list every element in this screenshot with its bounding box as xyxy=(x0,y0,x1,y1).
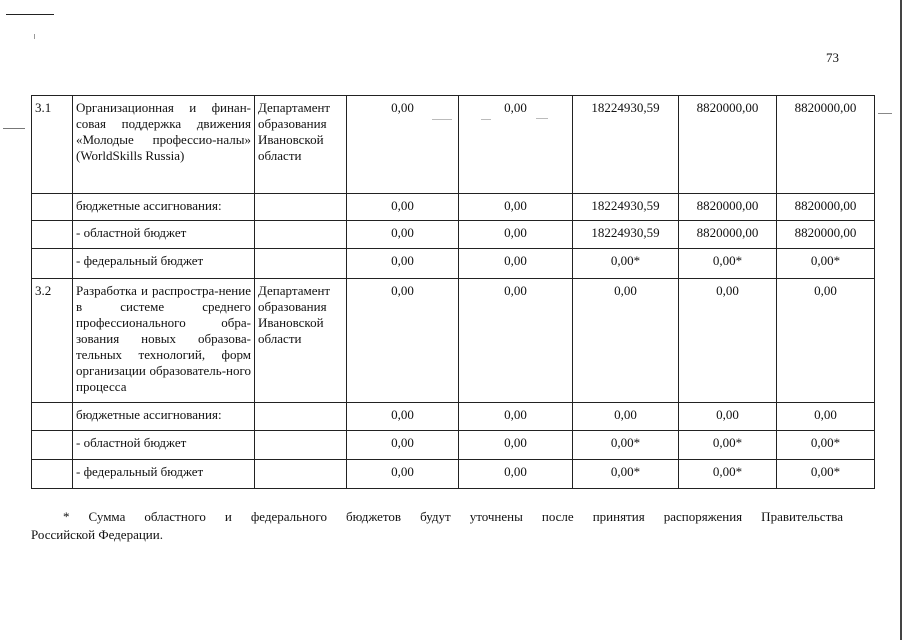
value-cell: 0,00* xyxy=(679,249,777,279)
value-cell: 0,00 xyxy=(777,403,875,431)
table-row xyxy=(32,221,875,249)
value-cell: 0,00 xyxy=(459,221,573,249)
value-cell: 0,00 xyxy=(573,403,679,431)
table-row xyxy=(32,249,875,279)
value-cell: 0,00 xyxy=(777,279,875,403)
scan-mark xyxy=(34,34,35,39)
empty-cell xyxy=(32,249,73,279)
footnote-line-2: Российской Федерации. xyxy=(31,527,163,542)
value-cell: 18224930,59 xyxy=(573,96,679,194)
empty-cell xyxy=(32,194,73,221)
item-description: Разработка и распростра-нение в системе среднего профессионального обра-зования новых образова-тельных технологий, форм организации образователь-ного процесса xyxy=(73,279,255,403)
value-cell: 0,00 xyxy=(679,403,777,431)
table-row xyxy=(32,96,875,194)
responsible-executor: Департамент образования Ивановской области xyxy=(255,96,347,194)
value-cell: 8820000,00 xyxy=(777,221,875,249)
value-cell: 8820000,00 xyxy=(679,96,777,194)
value-cell: 0,00 xyxy=(347,221,459,249)
budget-table xyxy=(31,95,875,489)
funding-label: бюджетные ассигнования: xyxy=(73,403,255,431)
table-row xyxy=(32,194,875,221)
empty-cell xyxy=(32,460,73,489)
funding-label: - областной бюджет xyxy=(73,221,255,249)
value-cell: 0,00* xyxy=(777,460,875,489)
value-cell: 0,00 xyxy=(347,96,459,194)
value-cell: 0,00* xyxy=(777,249,875,279)
funding-label: бюджетные ассигнования: xyxy=(73,194,255,221)
value-cell: 0,00 xyxy=(459,403,573,431)
top-rule xyxy=(6,14,54,15)
value-cell: 0,00 xyxy=(347,249,459,279)
item-number: 3.2 xyxy=(32,279,73,403)
value-cell: 0,00* xyxy=(573,249,679,279)
funding-label: - федеральный бюджет xyxy=(73,249,255,279)
item-number: 3.1 xyxy=(32,96,73,194)
responsible-executor: Департамент образования Ивановской области xyxy=(255,279,347,403)
empty-cell xyxy=(32,431,73,460)
value-cell: 0,00* xyxy=(679,431,777,460)
value-cell: 0,00* xyxy=(679,460,777,489)
empty-cell xyxy=(32,221,73,249)
table-row xyxy=(32,279,875,403)
funding-label: - областной бюджет xyxy=(73,431,255,460)
value-cell: 0,00 xyxy=(459,279,573,403)
empty-cell xyxy=(255,431,347,460)
value-cell: 0,00 xyxy=(347,194,459,221)
table-row xyxy=(32,460,875,489)
page-number: 73 xyxy=(826,50,839,65)
empty-cell xyxy=(255,403,347,431)
value-cell: 18224930,59 xyxy=(573,194,679,221)
value-cell: 0,00* xyxy=(573,431,679,460)
value-cell: 8820000,00 xyxy=(679,194,777,221)
footnote xyxy=(31,508,843,544)
empty-cell xyxy=(255,221,347,249)
page-edge xyxy=(900,0,902,640)
value-cell: 0,00* xyxy=(573,460,679,489)
funding-label: - федеральный бюджет xyxy=(73,460,255,489)
scan-mark-right xyxy=(878,113,892,114)
empty-cell xyxy=(255,249,347,279)
value-cell: 0,00 xyxy=(347,279,459,403)
value-cell: 0,00 xyxy=(347,460,459,489)
value-cell: 0,00 xyxy=(459,431,573,460)
value-cell: 0,00 xyxy=(459,96,573,194)
table-row xyxy=(32,431,875,460)
empty-cell xyxy=(32,403,73,431)
value-cell: 0,00 xyxy=(459,460,573,489)
value-cell: 0,00 xyxy=(347,431,459,460)
table-row xyxy=(32,403,875,431)
value-cell: 0,00 xyxy=(573,279,679,403)
value-cell: 0,00* xyxy=(777,431,875,460)
footnote-line-1: * Сумма областного и федерального бюджетов будут уточнены после принятия распоряжения Правительства xyxy=(63,509,843,524)
value-cell: 8820000,00 xyxy=(679,221,777,249)
value-cell: 0,00 xyxy=(459,194,573,221)
value-cell: 18224930,59 xyxy=(573,221,679,249)
value-cell: 0,00 xyxy=(347,403,459,431)
empty-cell xyxy=(255,460,347,489)
value-cell: 8820000,00 xyxy=(777,194,875,221)
scan-mark-left xyxy=(3,128,25,129)
value-cell: 0,00 xyxy=(679,279,777,403)
empty-cell xyxy=(255,194,347,221)
value-cell: 8820000,00 xyxy=(777,96,875,194)
value-cell: 0,00 xyxy=(459,249,573,279)
item-description: Организационная и финан-совая поддержка движения «Молодые профессио-налы» (WorldSkills Russia) xyxy=(73,96,255,194)
